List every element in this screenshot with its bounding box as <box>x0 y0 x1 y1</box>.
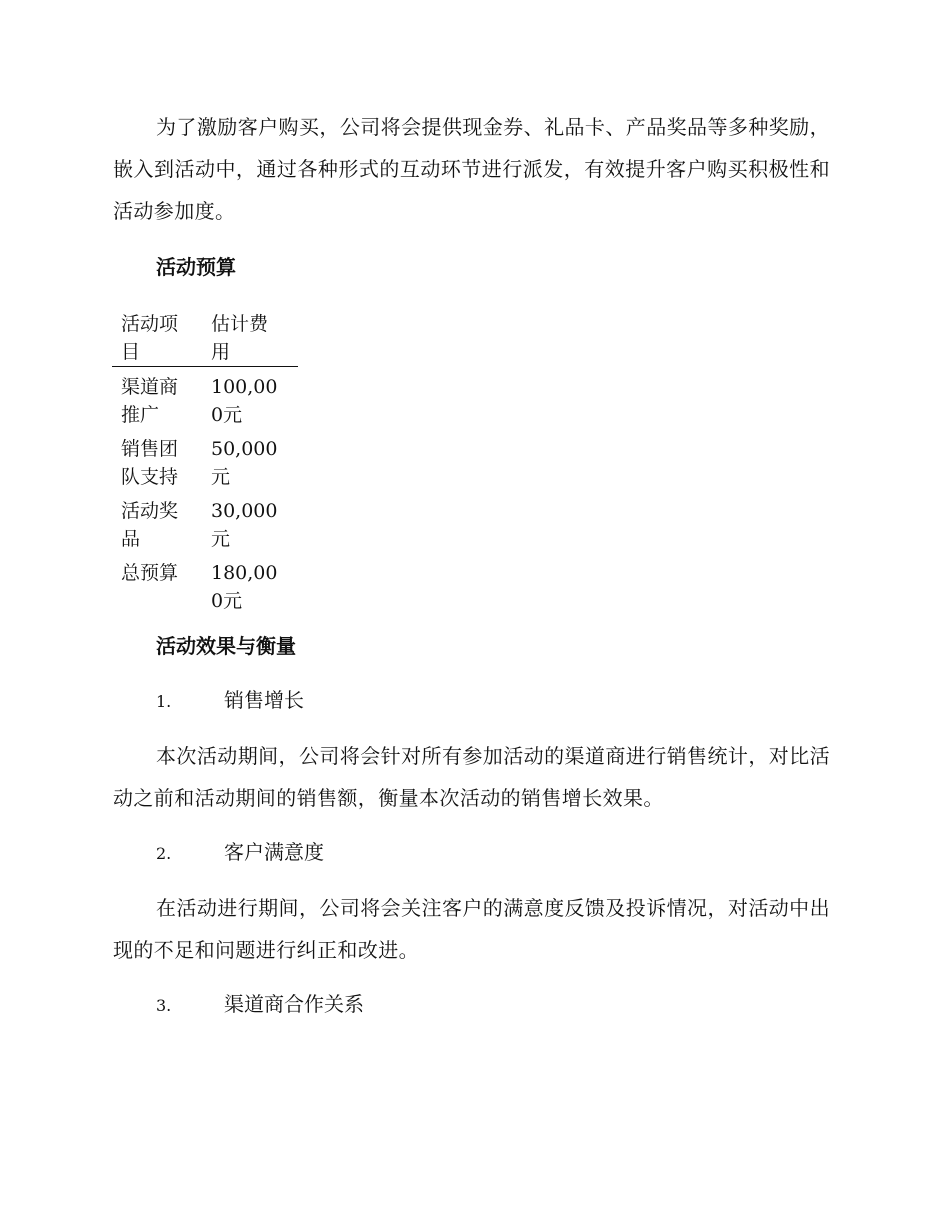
table-header-item: 活动项目 <box>112 309 211 367</box>
table-cell-item: 总预算 <box>121 562 179 584</box>
table-cell-item: 销售团队支持 <box>121 438 179 488</box>
list-item-title: 渠道商合作关系 <box>224 992 364 1016</box>
customer-satisfaction-paragraph: 在活动进行期间，公司将会关注客户的满意度反馈及投诉情况，对活动中出现的不足和问题进行纠正和改进。 <box>113 896 830 962</box>
list-item-title: 销售增长 <box>224 688 304 712</box>
list-item-sales-growth <box>156 686 304 716</box>
table-row <box>112 491 298 553</box>
list-number: 3. <box>156 996 172 1015</box>
table-cell-cost: 30,000元 <box>211 500 278 550</box>
table-cell-cost: 100,000元 <box>211 376 278 426</box>
table-row <box>112 429 298 491</box>
list-item-customer-satisfaction <box>156 838 324 868</box>
table-cell-cost: 50,000元 <box>211 438 278 488</box>
list-item-channel-cooperation <box>156 990 364 1020</box>
budget-table <box>112 309 298 615</box>
list-number: 1. <box>156 692 172 711</box>
sales-growth-paragraph: 本次活动期间，公司将会针对所有参加活动的渠道商进行销售统计，对比活动之前和活动期间的销售额，衡量本次活动的销售增长效果。 <box>113 744 830 810</box>
table-row <box>112 553 298 615</box>
table-header-cost: 估计费用 <box>211 309 298 367</box>
effects-heading: 活动效果与衡量 <box>156 634 296 658</box>
list-item-title: 客户满意度 <box>224 840 324 864</box>
table-row <box>112 367 298 430</box>
budget-heading: 活动预算 <box>156 255 236 279</box>
table-cell-cost: 180,000元 <box>211 562 278 612</box>
table-cell-item: 渠道商推广 <box>121 376 179 426</box>
list-number: 2. <box>156 844 172 863</box>
table-header-row <box>112 309 298 367</box>
table-cell-item: 活动奖品 <box>121 500 179 550</box>
intro-paragraph: 为了激励客户购买，公司将会提供现金券、礼品卡、产品奖品等多种奖励，嵌入到活动中，通过各种形式的互动环节进行派发，有效提升客户购买积极性和活动参加度。 <box>113 115 830 223</box>
